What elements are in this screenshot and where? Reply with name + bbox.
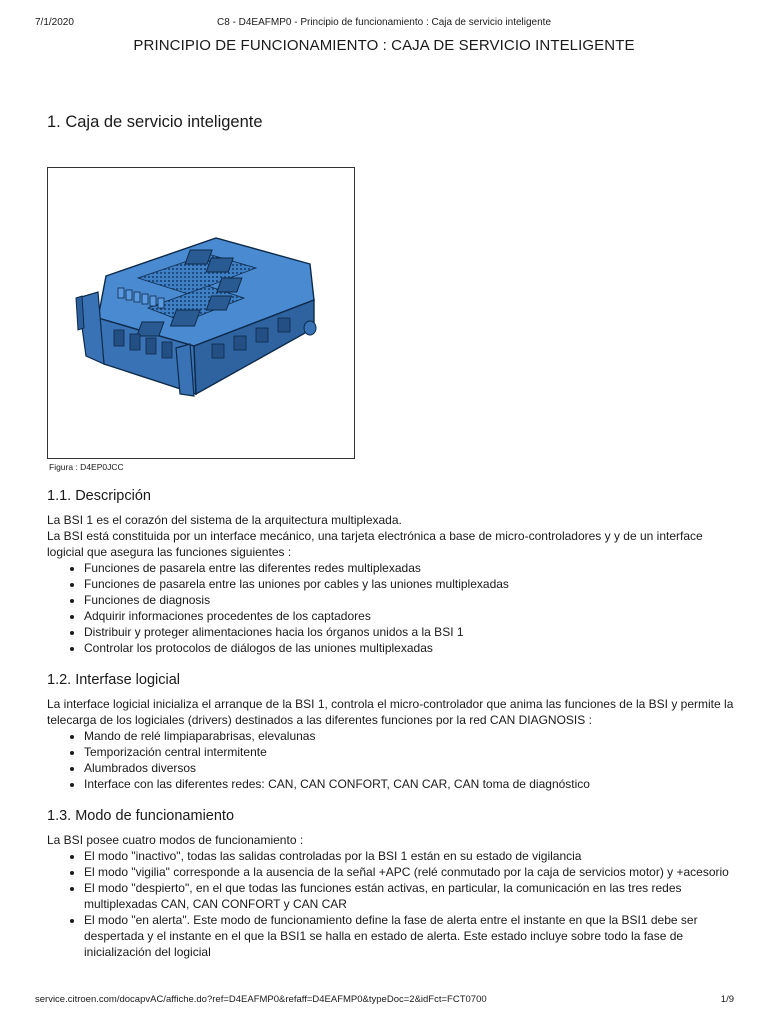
- bullet-list: [47, 848, 737, 960]
- list-item: • Temporización central intermitente: [84, 744, 737, 760]
- list-item: • Funciones de pasarela entre las uniones por cables y las uniones multiplexadas: [84, 576, 737, 592]
- paragraph: La BSI 1 es el corazón del sistema de la arquitectura multiplexada.: [47, 513, 402, 527]
- footer-page-number: 1/9: [720, 994, 734, 1005]
- figure-caption: Figura : D4EP0JCC: [49, 462, 124, 472]
- list-item: • El modo "en alerta". Este modo de funcionamiento define la fase de alerta entre el instante en que la BSI1 debe ser despertada y el instante en el que la BSI1 se halla en estado de alerta. Este estado incluye sobre todo la fase de inicialización del logicial: [84, 912, 737, 960]
- list-item: • El modo "despierto", en el que todas las funciones están activas, en particular, la comunicación en las tres redes multiplexadas CAN, CAN CONFORT y CAN CAR: [84, 880, 737, 912]
- content: [47, 486, 737, 974]
- subsection-heading: 1.2. Interfase logicial: [47, 672, 180, 688]
- figure-frame: [47, 167, 355, 459]
- list-item: • Funciones de diagnosis: [84, 592, 737, 608]
- page-title: PRINCIPIO DE FUNCIONAMIENTO : CAJA DE SERVICIO INTELIGENTE: [133, 37, 635, 54]
- header-doc-title: C8 - D4EAFMP0 - Principio de funcionamiento : Caja de servicio inteligente: [216, 17, 552, 28]
- list-item: • Funciones de pasarela entre las diferentes redes multiplexadas: [84, 560, 737, 576]
- list-item: • Mando de relé limpiaparabrisas, elevalunas: [84, 728, 737, 744]
- subsection-heading: 1.1. Descripción: [47, 488, 151, 504]
- paragraph: La BSI posee cuatro modos de funcionamiento :: [47, 833, 304, 847]
- section-heading: 1. Caja de servicio inteligente: [47, 113, 263, 131]
- list-item: • Alumbrados diversos: [84, 760, 737, 776]
- bullet-list: [47, 728, 737, 792]
- list-item: • Distribuir y proteger alimentaciones hacia los órganos unidos a la BSI 1: [84, 624, 737, 640]
- list-item: • El modo "inactivo", todas las salidas controladas por la BSI 1 están en su estado de vigilancia: [84, 848, 737, 864]
- list-item: • El modo "vigilia" corresponde a la ausencia de la señal +APC (relé conmutado por la caja de servicios motor) y +acesorio: [84, 864, 737, 880]
- paragraph: La interface logicial inicializa el arranque de la BSI 1, controla el micro-controlador que anima las funciones de la BSI y permite la telecarga de los logiciales (drivers) destinados a las diferentes funciones por la red CAN DIAGNOSIS :: [47, 697, 734, 727]
- header-date: 7/1/2020: [35, 17, 74, 28]
- list-item: • Controlar los protocolos de diálogos de las uniones multiplexadas: [84, 640, 737, 656]
- section-modo: [47, 806, 737, 960]
- paragraph: La BSI está constituida por un interface mecánico, una tarjeta electrónica a base de micro-controladores y y de un interface logicial que asegura las funciones siguientes :: [47, 529, 703, 559]
- section-descripcion: [47, 486, 737, 656]
- list-item: • Adquirir informaciones procedentes de los captadores: [84, 608, 737, 624]
- bullet-list: [47, 560, 737, 656]
- list-item: • Interface con las diferentes redes: CAN, CAN CONFORT, CAN CAR, CAN toma de diagnóstico: [84, 776, 737, 792]
- bsi-module-illustration: [48, 168, 354, 458]
- subsection-heading: 1.3. Modo de funcionamiento: [47, 808, 235, 824]
- footer-url[interactable]: service.citroen.com/docapvAC/affiche.do?ref=D4EAFMP0&refaff=D4EAFMP0&typeDoc=2&idFct=FCT0700: [35, 994, 487, 1005]
- section-interfase: [47, 670, 737, 792]
